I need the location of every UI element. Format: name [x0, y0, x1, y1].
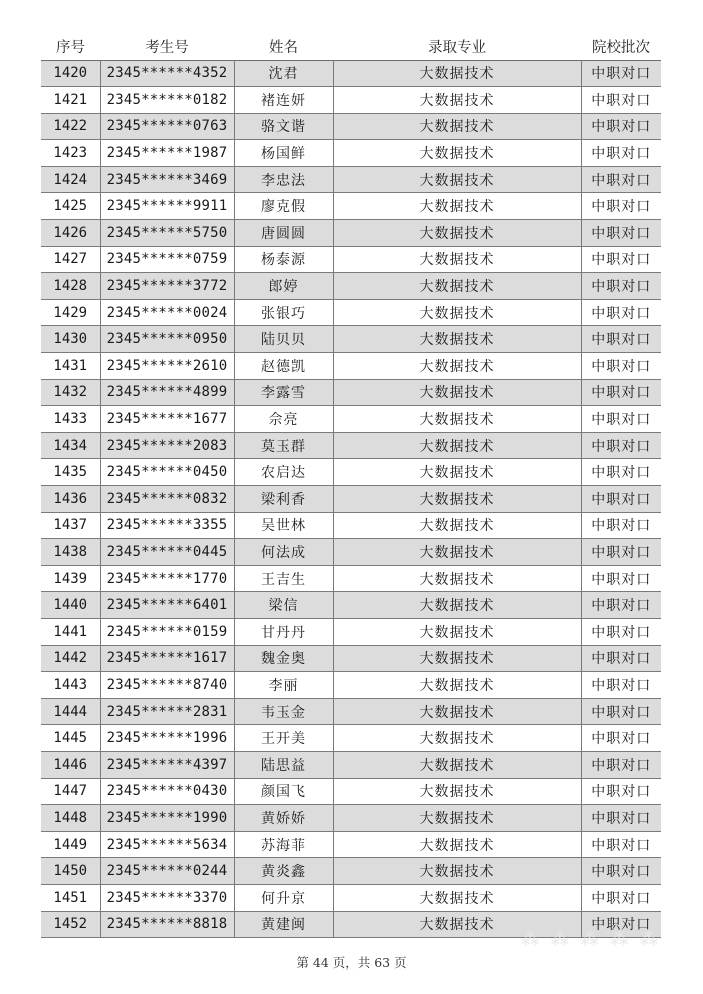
cell-name: 农启达: [234, 459, 333, 486]
cell-seq: 1434: [41, 432, 100, 459]
cell-batch: 中职对口: [581, 220, 661, 247]
cell-name: 甘丹丹: [234, 618, 333, 645]
table-row: [41, 618, 661, 645]
cell-name: 李忠法: [234, 166, 333, 193]
cell-name: 杨泰源: [234, 246, 333, 273]
cell-exam-id: 2345******8740: [100, 672, 234, 699]
cell-name: 唐圆圆: [234, 220, 333, 247]
cell-seq: 1424: [41, 166, 100, 193]
cell-exam-id: 2345******1617: [100, 645, 234, 672]
cell-major: 大数据技术: [333, 911, 581, 938]
cell-major: 大数据技术: [333, 565, 581, 592]
table-row: [41, 486, 661, 513]
cell-exam-id: 2345******0445: [100, 539, 234, 566]
cell-exam-id: 2345******0182: [100, 87, 234, 114]
cell-name: 骆文谐: [234, 113, 333, 140]
table-row: [41, 698, 661, 725]
cell-major: 大数据技术: [333, 326, 581, 353]
cell-exam-id: 2345******0244: [100, 858, 234, 885]
cell-seq: 1448: [41, 805, 100, 832]
cell-name: 佘亮: [234, 406, 333, 433]
cell-exam-id: 2345******2831: [100, 698, 234, 725]
cell-name: 赵德凯: [234, 353, 333, 380]
table-row: [41, 379, 661, 406]
table-row: [41, 884, 661, 911]
cell-batch: 中职对口: [581, 166, 661, 193]
cell-major: 大数据技术: [333, 592, 581, 619]
cell-major: 大数据技术: [333, 459, 581, 486]
cell-exam-id: 2345******1990: [100, 805, 234, 832]
cell-batch: 中职对口: [581, 698, 661, 725]
cell-batch: 中职对口: [581, 113, 661, 140]
cell-seq: 1441: [41, 618, 100, 645]
cell-exam-id: 2345******4397: [100, 751, 234, 778]
cell-major: 大数据技术: [333, 113, 581, 140]
cell-batch: 中职对口: [581, 299, 661, 326]
cell-major: 大数据技术: [333, 166, 581, 193]
cell-major: 大数据技术: [333, 512, 581, 539]
cell-seq: 1429: [41, 299, 100, 326]
cell-major: 大数据技术: [333, 725, 581, 752]
cell-seq: 1452: [41, 911, 100, 938]
cell-seq: 1437: [41, 512, 100, 539]
cell-major: 大数据技术: [333, 672, 581, 699]
cell-seq: 1442: [41, 645, 100, 672]
cell-major: 大数据技术: [333, 406, 581, 433]
cell-major: 大数据技术: [333, 299, 581, 326]
cell-exam-id: 2345******3772: [100, 273, 234, 300]
table-row: [41, 672, 661, 699]
cell-name: 韦玉金: [234, 698, 333, 725]
cell-exam-id: 2345******6401: [100, 592, 234, 619]
cell-name: 颜国飞: [234, 778, 333, 805]
cell-batch: 中职对口: [581, 87, 661, 114]
cell-exam-id: 2345******2083: [100, 432, 234, 459]
cell-name: 吴世林: [234, 512, 333, 539]
cell-seq: 1428: [41, 273, 100, 300]
table-row: [41, 140, 661, 167]
cell-batch: 中职对口: [581, 751, 661, 778]
cell-seq: 1449: [41, 831, 100, 858]
cell-exam-id: 2345******4899: [100, 379, 234, 406]
cell-name: 杨国鲜: [234, 140, 333, 167]
header-batch: 院校批次: [581, 34, 661, 60]
cell-batch: 中职对口: [581, 805, 661, 832]
header-major: 录取专业: [333, 34, 581, 60]
cell-major: 大数据技术: [333, 353, 581, 380]
cell-exam-id: 2345******1987: [100, 140, 234, 167]
cell-name: 沈君: [234, 60, 333, 87]
table-row: [41, 326, 661, 353]
cell-major: 大数据技术: [333, 618, 581, 645]
cell-seq: 1443: [41, 672, 100, 699]
cell-major: 大数据技术: [333, 273, 581, 300]
cell-exam-id: 2345******0430: [100, 778, 234, 805]
cell-major: 大数据技术: [333, 486, 581, 513]
cell-batch: 中职对口: [581, 246, 661, 273]
table-row: [41, 459, 661, 486]
cell-name: 黄炎鑫: [234, 858, 333, 885]
cell-major: 大数据技术: [333, 831, 581, 858]
cell-name: 梁信: [234, 592, 333, 619]
cell-seq: 1423: [41, 140, 100, 167]
cell-batch: 中职对口: [581, 353, 661, 380]
cell-seq: 1432: [41, 379, 100, 406]
table-row: [41, 432, 661, 459]
cell-batch: 中职对口: [581, 379, 661, 406]
cell-exam-id: 2345******0950: [100, 326, 234, 353]
cell-batch: 中职对口: [581, 326, 661, 353]
cell-major: 大数据技术: [333, 858, 581, 885]
cell-seq: 1438: [41, 539, 100, 566]
cell-batch: 中职对口: [581, 512, 661, 539]
table-header-row: [41, 34, 661, 60]
cell-major: 大数据技术: [333, 645, 581, 672]
cell-name: 何法成: [234, 539, 333, 566]
cell-major: 大数据技术: [333, 220, 581, 247]
cell-major: 大数据技术: [333, 805, 581, 832]
cell-seq: 1421: [41, 87, 100, 114]
cell-seq: 1427: [41, 246, 100, 273]
cell-batch: 中职对口: [581, 618, 661, 645]
cell-exam-id: 2345******0159: [100, 618, 234, 645]
table-row: [41, 565, 661, 592]
cell-seq: 1433: [41, 406, 100, 433]
cell-major: 大数据技术: [333, 193, 581, 220]
table-row: [41, 805, 661, 832]
cell-batch: 中职对口: [581, 486, 661, 513]
cell-seq: 1446: [41, 751, 100, 778]
cell-batch: 中职对口: [581, 725, 661, 752]
cell-major: 大数据技术: [333, 87, 581, 114]
cell-seq: 1439: [41, 565, 100, 592]
cell-major: 大数据技术: [333, 539, 581, 566]
cell-major: 大数据技术: [333, 432, 581, 459]
cell-seq: 1426: [41, 220, 100, 247]
table-row: [41, 353, 661, 380]
cell-exam-id: 2345******3370: [100, 884, 234, 911]
table-row: [41, 193, 661, 220]
cell-name: 何升京: [234, 884, 333, 911]
cell-exam-id: 2345******8818: [100, 911, 234, 938]
table-row: [41, 87, 661, 114]
cell-name: 王吉生: [234, 565, 333, 592]
cell-batch: 中职对口: [581, 778, 661, 805]
cell-batch: 中职对口: [581, 565, 661, 592]
cell-batch: 中职对口: [581, 459, 661, 486]
cell-seq: 1431: [41, 353, 100, 380]
table-row: [41, 645, 661, 672]
cell-exam-id: 2345******2610: [100, 353, 234, 380]
cell-exam-id: 2345******4352: [100, 60, 234, 87]
cell-seq: 1445: [41, 725, 100, 752]
cell-name: 郎婷: [234, 273, 333, 300]
cell-exam-id: 2345******0024: [100, 299, 234, 326]
cell-exam-id: 2345******0450: [100, 459, 234, 486]
cell-name: 王开美: [234, 725, 333, 752]
cell-exam-id: 2345******1996: [100, 725, 234, 752]
cell-name: 李丽: [234, 672, 333, 699]
cell-batch: 中职对口: [581, 406, 661, 433]
cell-major: 大数据技术: [333, 60, 581, 87]
table-row: [41, 220, 661, 247]
cell-name: 李露雪: [234, 379, 333, 406]
watermark-text: ⁂ ⁂ ⁂ ⁂ ⁂: [521, 929, 661, 950]
header-seq: 序号: [41, 34, 100, 60]
cell-seq: 1425: [41, 193, 100, 220]
cell-batch: 中职对口: [581, 645, 661, 672]
cell-major: 大数据技术: [333, 751, 581, 778]
cell-major: 大数据技术: [333, 698, 581, 725]
table-row: [41, 858, 661, 885]
table-row: [41, 246, 661, 273]
admission-table: [41, 34, 661, 938]
cell-seq: 1422: [41, 113, 100, 140]
cell-batch: 中职对口: [581, 140, 661, 167]
page-footer: 第 44 页，共 63 页: [296, 955, 407, 970]
cell-batch: 中职对口: [581, 60, 661, 87]
cell-exam-id: 2345******1770: [100, 565, 234, 592]
cell-name: 褚连妍: [234, 87, 333, 114]
cell-batch: 中职对口: [581, 193, 661, 220]
cell-seq: 1444: [41, 698, 100, 725]
cell-exam-id: 2345******9911: [100, 193, 234, 220]
cell-exam-id: 2345******0763: [100, 113, 234, 140]
cell-batch: 中职对口: [581, 672, 661, 699]
cell-batch: 中职对口: [581, 831, 661, 858]
cell-batch: 中职对口: [581, 432, 661, 459]
cell-major: 大数据技术: [333, 379, 581, 406]
cell-seq: 1436: [41, 486, 100, 513]
cell-exam-id: 2345******5634: [100, 831, 234, 858]
table-row: [41, 60, 661, 87]
header-name: 姓名: [234, 34, 333, 60]
table-row: [41, 166, 661, 193]
cell-exam-id: 2345******0759: [100, 246, 234, 273]
table-row: [41, 725, 661, 752]
cell-batch: 中职对口: [581, 884, 661, 911]
cell-major: 大数据技术: [333, 246, 581, 273]
cell-seq: 1430: [41, 326, 100, 353]
table-row: [41, 299, 661, 326]
cell-name: 苏海菲: [234, 831, 333, 858]
cell-exam-id: 2345******5750: [100, 220, 234, 247]
table-row: [41, 406, 661, 433]
cell-exam-id: 2345******0832: [100, 486, 234, 513]
cell-major: 大数据技术: [333, 778, 581, 805]
cell-batch: 中职对口: [581, 539, 661, 566]
cell-seq: 1447: [41, 778, 100, 805]
table-row: [41, 831, 661, 858]
cell-name: 黄建闽: [234, 911, 333, 938]
cell-name: 梁利香: [234, 486, 333, 513]
cell-name: 张银巧: [234, 299, 333, 326]
cell-exam-id: 2345******1677: [100, 406, 234, 433]
table-row: [41, 778, 661, 805]
cell-batch: 中职对口: [581, 911, 661, 938]
cell-seq: 1440: [41, 592, 100, 619]
header-exam-id: 考生号: [100, 34, 234, 60]
cell-batch: 中职对口: [581, 273, 661, 300]
cell-batch: 中职对口: [581, 592, 661, 619]
cell-major: 大数据技术: [333, 140, 581, 167]
cell-name: 黄娇娇: [234, 805, 333, 832]
cell-exam-id: 2345******3355: [100, 512, 234, 539]
cell-name: 莫玉群: [234, 432, 333, 459]
cell-name: 魏金奥: [234, 645, 333, 672]
cell-seq: 1451: [41, 884, 100, 911]
table-row: [41, 539, 661, 566]
cell-name: 陆贝贝: [234, 326, 333, 353]
cell-name: 廖克假: [234, 193, 333, 220]
cell-batch: 中职对口: [581, 858, 661, 885]
table-row: [41, 592, 661, 619]
cell-seq: 1435: [41, 459, 100, 486]
table-row: [41, 113, 661, 140]
cell-name: 陆思益: [234, 751, 333, 778]
table-row: [41, 273, 661, 300]
table-row: [41, 512, 661, 539]
cell-seq: 1420: [41, 60, 100, 87]
cell-exam-id: 2345******3469: [100, 166, 234, 193]
table-row: [41, 751, 661, 778]
cell-major: 大数据技术: [333, 884, 581, 911]
cell-seq: 1450: [41, 858, 100, 885]
